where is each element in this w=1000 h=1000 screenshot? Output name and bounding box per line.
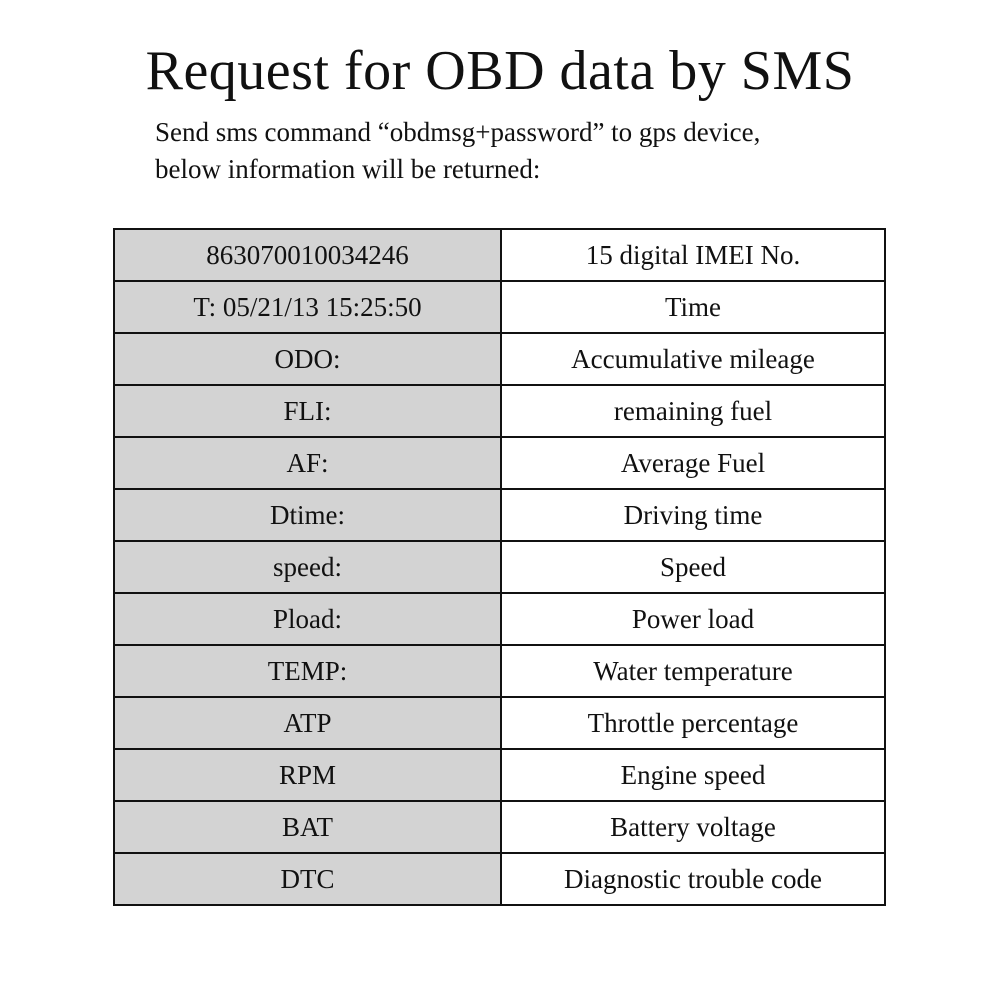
row-key: FLI: xyxy=(114,385,501,437)
row-key: RPM xyxy=(114,749,501,801)
row-key: 863070010034246 xyxy=(114,229,501,281)
row-description: remaining fuel xyxy=(501,385,885,437)
table-row xyxy=(114,593,885,645)
table-row xyxy=(114,333,885,385)
row-key: AF: xyxy=(114,437,501,489)
row-description: Speed xyxy=(501,541,885,593)
table-row xyxy=(114,541,885,593)
row-description: Diagnostic trouble code xyxy=(501,853,885,905)
table-row xyxy=(114,385,885,437)
row-key: Pload: xyxy=(114,593,501,645)
row-key: ATP xyxy=(114,697,501,749)
row-description: Average Fuel xyxy=(501,437,885,489)
table-row xyxy=(114,437,885,489)
row-description: Throttle percentage xyxy=(501,697,885,749)
row-key: DTC xyxy=(114,853,501,905)
table-row xyxy=(114,645,885,697)
table-row xyxy=(114,697,885,749)
row-key: BAT xyxy=(114,801,501,853)
table-row xyxy=(114,489,885,541)
table-row xyxy=(114,229,885,281)
page-title: Request for OBD data by SMS xyxy=(145,40,855,102)
row-description: Time xyxy=(501,281,885,333)
row-description: Battery voltage xyxy=(501,801,885,853)
obd-data-table xyxy=(113,228,886,906)
row-description: Power load xyxy=(501,593,885,645)
row-description: Driving time xyxy=(501,489,885,541)
row-key: TEMP: xyxy=(114,645,501,697)
intro-text xyxy=(155,114,955,188)
intro-line-2: below information will be returned: xyxy=(155,154,541,184)
row-key: speed: xyxy=(114,541,501,593)
table-row xyxy=(114,281,885,333)
row-description: 15 digital IMEI No. xyxy=(501,229,885,281)
row-description: Engine speed xyxy=(501,749,885,801)
row-key: T: 05/21/13 15:25:50 xyxy=(114,281,501,333)
intro-line-1: Send sms command “obdmsg+password” to gps device, xyxy=(155,117,761,147)
row-key: ODO: xyxy=(114,333,501,385)
table-row xyxy=(114,801,885,853)
row-key: Dtime: xyxy=(114,489,501,541)
table-row xyxy=(114,749,885,801)
table-row xyxy=(114,853,885,905)
row-description: Water temperature xyxy=(501,645,885,697)
row-description: Accumulative mileage xyxy=(501,333,885,385)
